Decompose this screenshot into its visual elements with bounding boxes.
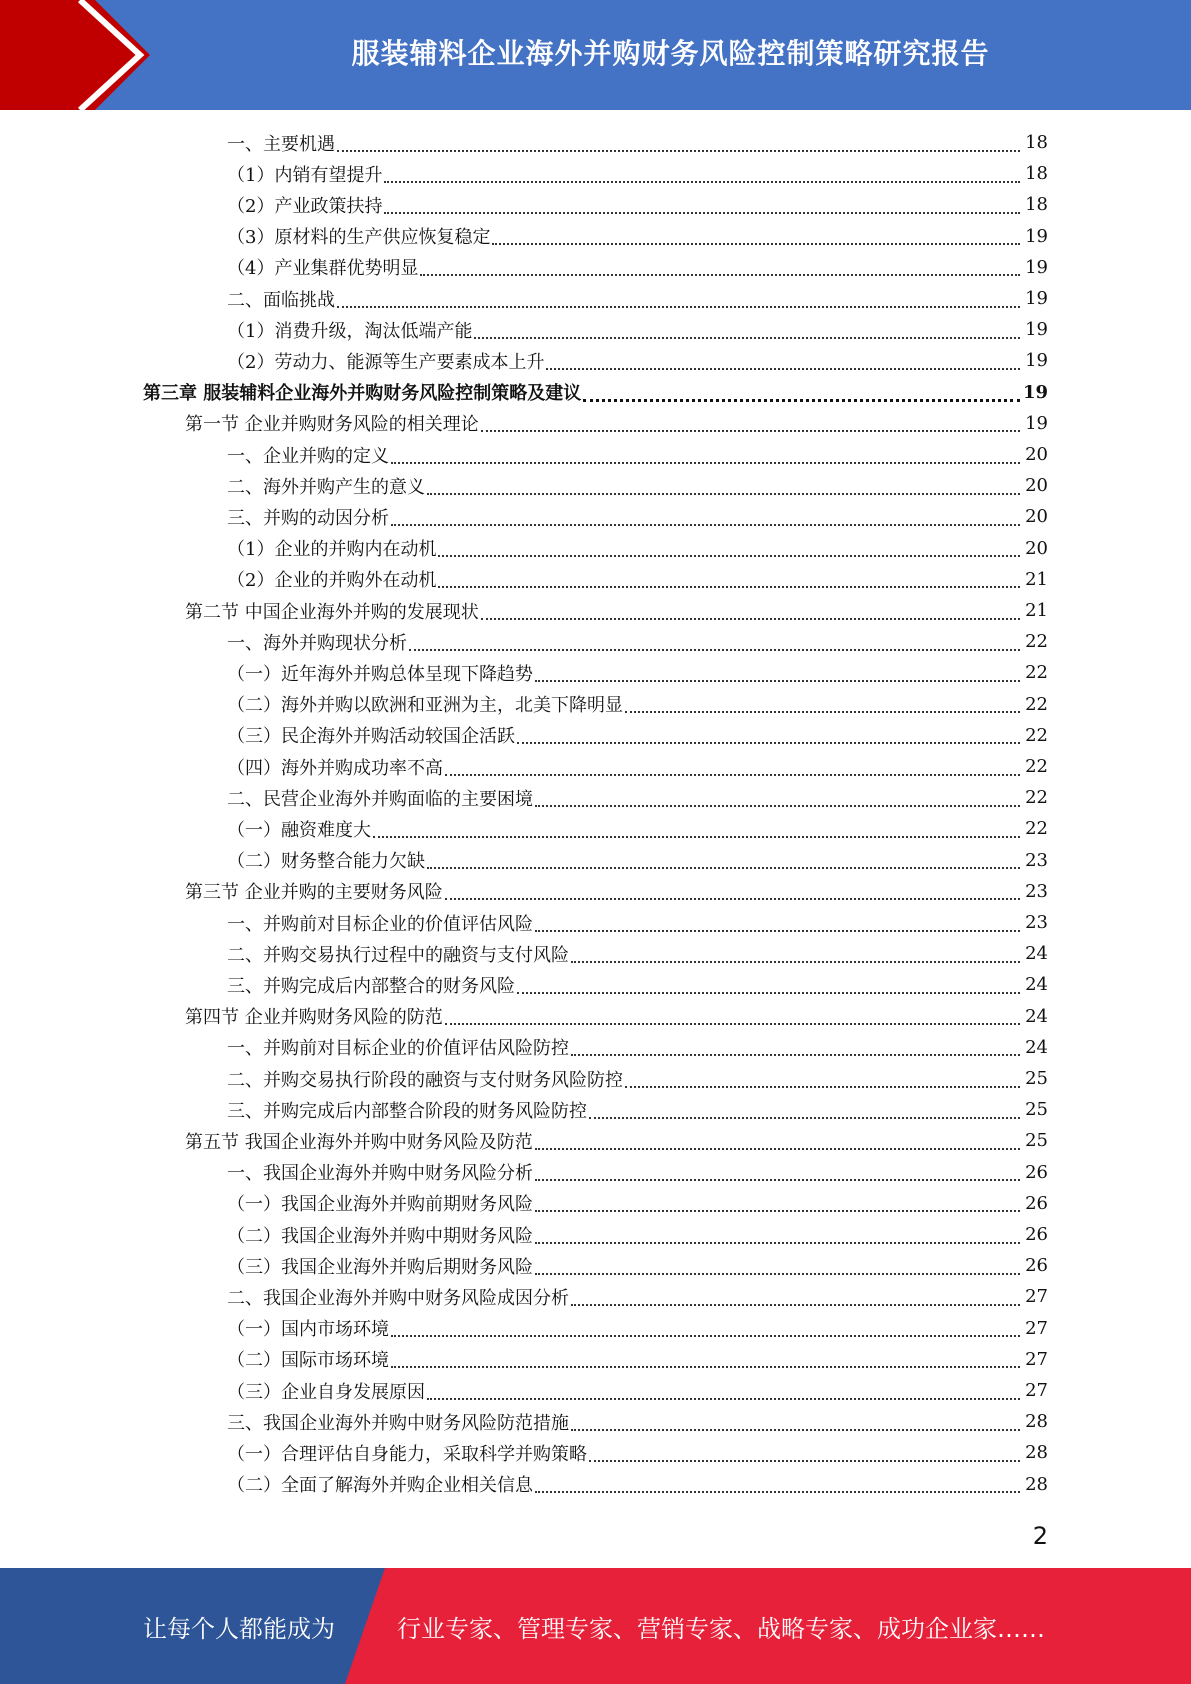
- toc-section-entry[interactable]: [185, 595, 1048, 626]
- toc-dot-leader: [481, 598, 1020, 620]
- toc-entry-text: 第四节 企业并购财务风险的防范: [185, 1007, 443, 1029]
- toc-entry-page: 19: [1025, 319, 1048, 341]
- toc-dot-leader: [571, 941, 1020, 963]
- toc-entry-page: 22: [1025, 818, 1048, 840]
- toc-item-entry[interactable]: [227, 345, 1048, 376]
- toc-entry-page: 27: [1025, 1286, 1048, 1308]
- toc-entry-text: 一、海外并购现状分析: [227, 632, 407, 654]
- toc-item-entry[interactable]: [227, 1313, 1048, 1344]
- toc-entry-page: 27: [1025, 1317, 1048, 1339]
- toc-dot-leader: [438, 535, 1020, 557]
- toc-dot-leader: [535, 1253, 1020, 1275]
- toc-item-entry[interactable]: [227, 813, 1048, 844]
- toc-entry-page: 23: [1025, 912, 1048, 933]
- toc-item-entry[interactable]: [227, 845, 1048, 876]
- toc-entry-text: 二、民营企业海外并购面临的主要困境: [227, 788, 533, 810]
- toc-item-entry[interactable]: [227, 564, 1048, 595]
- toc-dot-leader: [445, 1003, 1020, 1025]
- toc-entry-text: （一）我国企业海外并购前期财务风险: [227, 1194, 533, 1216]
- toc-entry-text: 二、我国企业海外并购中财务风险成因分析: [227, 1287, 569, 1309]
- toc-item-entry[interactable]: [227, 1157, 1048, 1188]
- toc-entry-text: 第三节 企业并购的主要财务风险: [185, 882, 443, 904]
- toc-dot-leader: [535, 1159, 1020, 1181]
- toc-entry-page: 19: [1025, 256, 1048, 278]
- toc-entry-text: （二）我国企业海外并购中期财务风险: [227, 1225, 533, 1247]
- toc-entry-text: （1）消费升级，淘汰低端产能: [227, 320, 473, 342]
- toc-dot-leader: [384, 192, 1020, 214]
- toc-entry-page: 26: [1025, 1192, 1048, 1214]
- toc-item-entry[interactable]: [227, 1375, 1048, 1406]
- toc-dot-leader: [373, 816, 1020, 838]
- toc-dot-leader: [583, 379, 1020, 402]
- toc-item-entry[interactable]: [227, 1188, 1048, 1219]
- toc-item-entry[interactable]: [227, 1281, 1048, 1312]
- toc-chapter-entry[interactable]: [143, 377, 1048, 408]
- toc-entry-page: 22: [1025, 631, 1048, 653]
- toc-item-entry[interactable]: [227, 782, 1048, 813]
- toc-entry-page: 21: [1025, 568, 1048, 590]
- toc-entry-text: 三、并购完成后内部整合阶段的财务风险防控: [227, 1100, 587, 1122]
- toc-dot-leader: [517, 972, 1020, 994]
- toc-item-entry[interactable]: [227, 626, 1048, 657]
- toc-dot-leader: [571, 1409, 1020, 1431]
- toc-entry-page: 19: [1025, 225, 1048, 247]
- toc-entry-text: 第三章 服装辅料企业海外并购财务风险控制策略及建议: [143, 383, 582, 405]
- toc-item-entry[interactable]: [227, 1219, 1048, 1250]
- toc-dot-leader: [391, 504, 1020, 526]
- toc-entry-page: 19: [1025, 288, 1048, 309]
- toc-dot-leader: [391, 1346, 1020, 1368]
- toc-entry-page: 20: [1025, 537, 1048, 559]
- toc-entry-text: （二）国际市场环境: [227, 1350, 389, 1372]
- toc-entry-text: （一）合理评估自身能力，采取科学并购策略: [227, 1443, 587, 1465]
- toc-entry-text: （2）产业政策扶持: [227, 195, 383, 217]
- toc-dot-leader: [420, 254, 1020, 276]
- toc-dot-leader: [546, 348, 1020, 370]
- toc-entry-page: 28: [1025, 1473, 1048, 1495]
- toc-item-entry[interactable]: [227, 158, 1048, 189]
- toc-dot-leader: [535, 660, 1020, 682]
- toc-dot-leader: [481, 410, 1020, 432]
- toc-item-entry[interactable]: [227, 1344, 1048, 1375]
- toc-entry-page: 19: [1025, 350, 1048, 372]
- toc-entry-page: 22: [1025, 724, 1048, 746]
- toc-entry-text: （三）我国企业海外并购后期财务风险: [227, 1256, 533, 1278]
- toc-item-entry[interactable]: [227, 221, 1048, 252]
- toc-dot-leader: [427, 847, 1020, 869]
- toc-entry-page: 27: [1025, 1380, 1048, 1401]
- toc-entry-page: 24: [1025, 1036, 1048, 1058]
- toc-entry-text: （2）企业的并购外在动机: [227, 570, 437, 592]
- toc-entry-page: 25: [1025, 1068, 1048, 1089]
- toc-dot-leader: [438, 566, 1020, 588]
- toc-item-entry[interactable]: [227, 689, 1048, 720]
- toc-dot-leader: [492, 223, 1020, 245]
- toc-entry-text: 第二节 中国企业海外并购的发展现状: [185, 601, 479, 623]
- toc-dot-leader: [535, 910, 1020, 932]
- toc-entry-text: 一、企业并购的定义: [227, 445, 389, 467]
- toc-entry-text: （二）财务整合能力欠缺: [227, 851, 425, 873]
- toc-entry-text: （4）产业集群优势明显: [227, 258, 419, 280]
- toc-section-entry[interactable]: [185, 876, 1048, 907]
- toc-entry-text: （3）原材料的生产供应恢复稳定: [227, 227, 491, 249]
- toc-entry-page: 26: [1025, 1161, 1048, 1183]
- toc-entry-page: 19: [1025, 412, 1048, 434]
- toc-entry-page: 19: [1022, 381, 1048, 403]
- toc-entry-page: 20: [1025, 506, 1048, 528]
- toc-entry-page: 28: [1025, 1442, 1048, 1464]
- toc-section-entry[interactable]: [185, 1125, 1048, 1156]
- toc-dot-leader: [535, 1471, 1020, 1493]
- toc-entry-page: 28: [1025, 1411, 1048, 1433]
- toc-item-entry[interactable]: [227, 439, 1048, 470]
- toc-entry-page: 24: [1025, 943, 1048, 965]
- toc-entry-text: 第五节 我国企业海外并购中财务风险及防范: [185, 1131, 533, 1153]
- toc-item-entry[interactable]: [227, 1437, 1048, 1468]
- toc-entry-text: （一）近年海外并购总体呈现下降趋势: [227, 663, 533, 685]
- toc-entry-page: 18: [1025, 132, 1048, 153]
- toc-item-entry[interactable]: [227, 751, 1048, 782]
- toc-item-entry[interactable]: [227, 1032, 1048, 1063]
- toc-dot-leader: [384, 161, 1020, 183]
- toc-entry-page: 26: [1025, 1255, 1048, 1277]
- toc-entry-text: 三、并购的动因分析: [227, 507, 389, 529]
- toc-entry-page: 23: [1025, 880, 1048, 902]
- toc-entry-page: 22: [1025, 662, 1048, 684]
- toc-entry-text: 一、并购前对目标企业的价值评估风险: [227, 913, 533, 935]
- toc-entry-page: 23: [1025, 849, 1048, 871]
- footer-slogan-left: 让每个人都能成为: [143, 1614, 335, 1643]
- toc-item-entry[interactable]: [227, 1250, 1048, 1281]
- toc-entry-text: （1）内销有望提升: [227, 164, 383, 186]
- toc-dot-leader: [409, 629, 1020, 651]
- toc-entry-text: （四）海外并购成功率不高: [227, 757, 443, 779]
- toc-dot-leader: [391, 442, 1020, 464]
- toc-item-entry[interactable]: [227, 127, 1048, 158]
- toc-entry-text: （三）企业自身发展原因: [227, 1381, 425, 1403]
- toc-entry-text: 二、面临挑战: [227, 289, 335, 311]
- toc-item-entry[interactable]: [227, 1063, 1048, 1094]
- toc-item-entry[interactable]: [227, 189, 1048, 220]
- toc-dot-leader: [427, 473, 1020, 495]
- toc-entry-text: （三）民企海外并购活动较国企活跃: [227, 726, 515, 748]
- toc-item-entry[interactable]: [227, 969, 1048, 1000]
- toc-entry-text: 第一节 企业并购财务风险的相关理论: [185, 414, 479, 436]
- toc-entry-page: 26: [1025, 1224, 1048, 1245]
- toc-dot-leader: [391, 1315, 1020, 1337]
- report-title: 服装辅料企业海外并购财务风险控制策略研究报告: [351, 37, 990, 70]
- toc-item-entry[interactable]: [227, 314, 1048, 345]
- toc-entry-text: 二、海外并购产生的意义: [227, 476, 425, 498]
- toc-entry-text: 三、并购完成后内部整合的财务风险: [227, 975, 515, 997]
- footer-slogan-right: 行业专家、管理专家、营销专家、战略专家、成功企业家……: [397, 1614, 1045, 1643]
- toc-dot-leader: [625, 691, 1020, 713]
- toc-item-entry[interactable]: [227, 470, 1048, 501]
- toc-entry-text: 一、主要机遇: [227, 133, 335, 155]
- toc-dot-leader: [589, 1440, 1020, 1462]
- page-footer: [0, 1568, 1191, 1684]
- toc-item-entry[interactable]: [227, 938, 1048, 969]
- toc-entry-page: 22: [1025, 693, 1048, 715]
- toc-entry-page: 22: [1025, 787, 1048, 809]
- toc-entry-page: 25: [1025, 1130, 1048, 1152]
- toc-dot-leader: [571, 1284, 1020, 1306]
- toc-entry-page: 27: [1025, 1348, 1048, 1370]
- toc-dot-leader: [535, 1222, 1020, 1244]
- toc-dot-leader: [474, 317, 1020, 339]
- toc-entry-page: 21: [1025, 600, 1048, 621]
- red-chevron-icon: [0, 0, 160, 110]
- toc-dot-leader: [535, 1128, 1020, 1150]
- toc-entry-text: （1）企业的并购内在动机: [227, 539, 437, 561]
- toc-entry-page: 24: [1025, 1005, 1048, 1027]
- toc-entry-text: （一）国内市场环境: [227, 1319, 389, 1341]
- toc-item-entry[interactable]: [227, 252, 1048, 283]
- toc-dot-leader: [535, 785, 1020, 807]
- toc-item-entry[interactable]: [227, 657, 1048, 688]
- toc-entry-text: 一、我国企业海外并购中财务风险分析: [227, 1163, 533, 1185]
- toc-entry-page: 25: [1025, 1099, 1048, 1121]
- toc-item-entry[interactable]: [227, 907, 1048, 938]
- toc-entry-page: 24: [1025, 974, 1048, 996]
- toc-item-entry[interactable]: [227, 283, 1048, 314]
- toc-item-entry[interactable]: [227, 1469, 1048, 1500]
- toc-item-entry[interactable]: [227, 1094, 1048, 1125]
- toc-entry-text: （2）劳动力、能源等生产要素成本上升: [227, 351, 545, 373]
- toc-item-entry[interactable]: [227, 1406, 1048, 1437]
- toc-entry-text: （二）海外并购以欧洲和亚洲为主，北美下降明显: [227, 695, 623, 717]
- toc-item-entry[interactable]: [227, 533, 1048, 564]
- toc-item-entry[interactable]: [227, 501, 1048, 532]
- toc-entry-page: 22: [1025, 756, 1048, 777]
- toc-dot-leader: [445, 878, 1020, 900]
- toc-dot-leader: [625, 1066, 1020, 1088]
- toc-entry-text: 一、并购前对目标企业的价值评估风险防控: [227, 1038, 569, 1060]
- toc-entry-page: 18: [1025, 194, 1048, 216]
- page-number: 2: [1032, 1522, 1048, 1550]
- page-header: [0, 0, 1191, 110]
- toc-dot-leader: [445, 754, 1020, 776]
- toc-entry-page: 18: [1025, 163, 1048, 185]
- toc-section-entry[interactable]: [185, 1001, 1048, 1032]
- toc-item-entry[interactable]: [227, 720, 1048, 751]
- toc-entry-page: 20: [1025, 444, 1048, 465]
- toc-dot-leader: [337, 130, 1020, 152]
- toc-dot-leader: [517, 722, 1020, 744]
- toc-dot-leader: [337, 286, 1020, 308]
- toc-section-entry[interactable]: [185, 408, 1048, 439]
- toc-dot-leader: [535, 1190, 1020, 1212]
- toc-entry-text: 二、并购交易执行过程中的融资与支付风险: [227, 944, 569, 966]
- toc-entry-page: 20: [1025, 475, 1048, 497]
- toc-entry-text: 二、并购交易执行阶段的融资与支付财务风险防控: [227, 1069, 623, 1091]
- toc-dot-leader: [427, 1378, 1020, 1400]
- toc-entry-text: 三、我国企业海外并购中财务风险防范措施: [227, 1412, 569, 1434]
- toc-dot-leader: [589, 1097, 1020, 1119]
- toc-entry-text: （一）融资难度大: [227, 819, 371, 841]
- toc-entry-text: （二）全面了解海外并购企业相关信息: [227, 1475, 533, 1497]
- toc-dot-leader: [571, 1034, 1020, 1056]
